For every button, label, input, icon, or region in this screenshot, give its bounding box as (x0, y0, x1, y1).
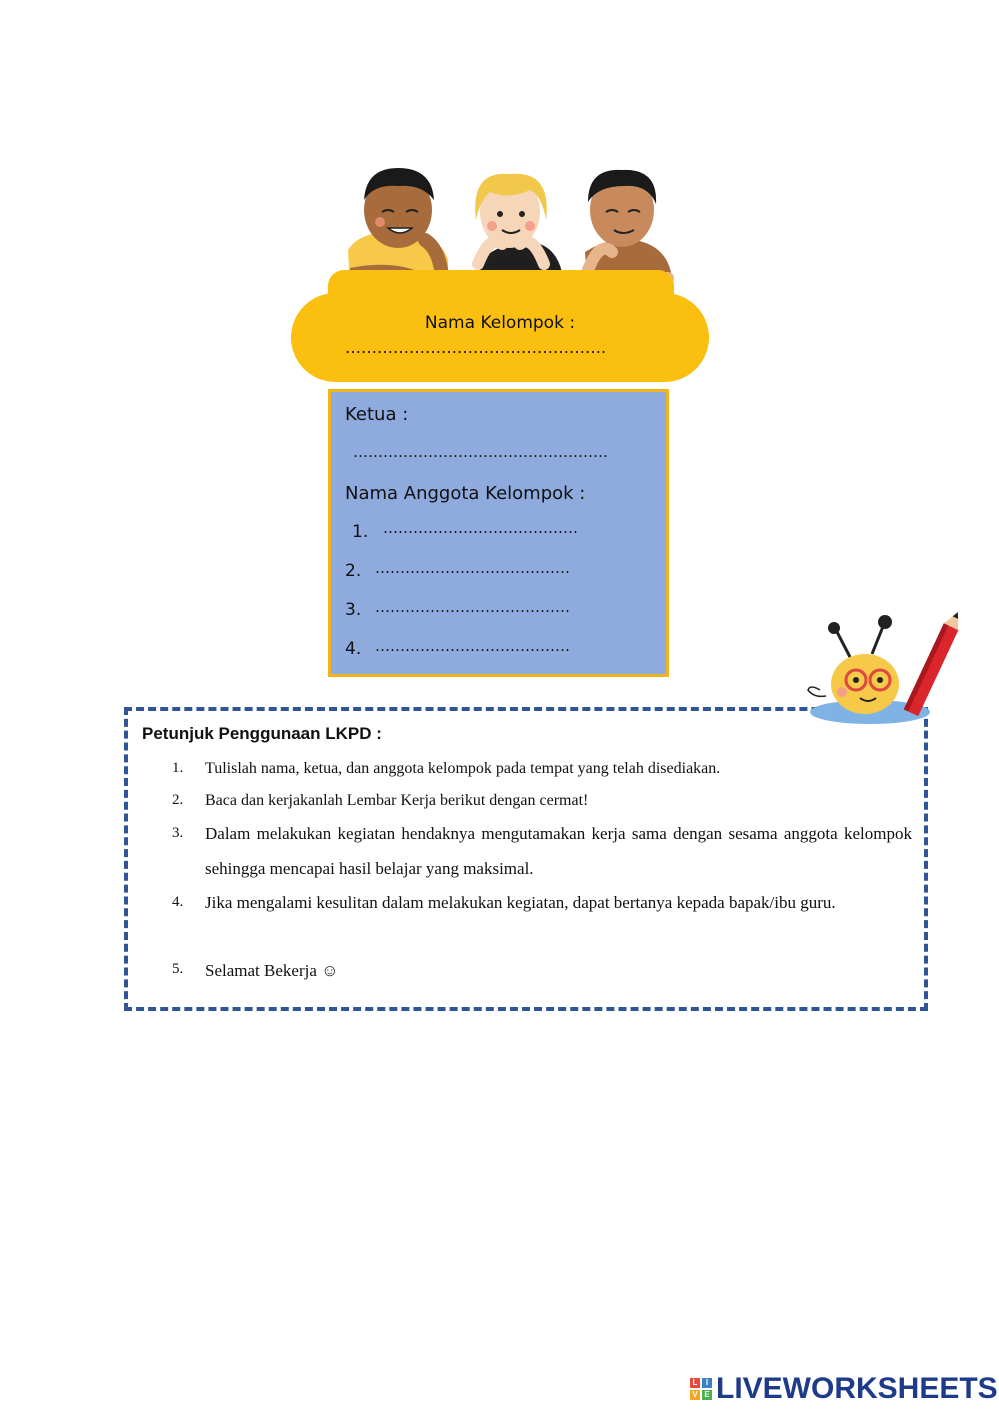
member-field[interactable]: ………………………………… (375, 598, 570, 616)
step-number: 1. (172, 760, 184, 776)
logo-text: LIVEWORKSHEETS (716, 1372, 998, 1405)
instructions-box (124, 707, 928, 1011)
member-field[interactable]: ………………………………… (375, 637, 570, 655)
group-name-label: Nama Kelompok : (424, 313, 576, 333)
bee-with-pencil-icon (800, 612, 960, 727)
liveworksheets-logo (690, 1372, 998, 1406)
instructions-title: Petunjuk Penggunaan LKPD : (142, 724, 382, 743)
step-number: 5. (172, 961, 184, 977)
logo-letter: L (690, 1378, 700, 1388)
leader-label: Ketua : (345, 404, 409, 425)
member-row-num: 3. (345, 600, 362, 620)
leader-field[interactable]: …………………………………………… (353, 443, 608, 461)
group-name-field[interactable]: …………………………………………. (345, 338, 607, 357)
step-number: 2. (172, 792, 184, 808)
member-row-num: 4. (345, 639, 362, 659)
member-row-num: 2. (345, 561, 362, 581)
step-text: Dalam melakukan kegiatan hendaknya mengutamakan kerja sama dengan sesama anggota kelompok sehingga mencapai hasil belajar yang maksimal. (205, 824, 912, 878)
step-number: 3. (172, 825, 184, 841)
member-field[interactable]: ………………………………… (375, 559, 570, 577)
logo-grid-icon (690, 1378, 712, 1400)
logo-letter: E (702, 1390, 712, 1400)
members-label: Nama Anggota Kelompok : (345, 483, 586, 504)
step-text: Selamat Bekerja ☺ (205, 961, 339, 980)
logo-letter: V (690, 1390, 700, 1400)
members-box (328, 389, 669, 677)
member-field[interactable]: ………………………………… (383, 519, 578, 537)
group-name-banner (291, 293, 709, 382)
step-text: Baca dan kerjakanlah Lembar Kerja berikut dengan cermat! (205, 792, 589, 809)
step-number: 4. (172, 894, 184, 910)
step-text: Jika mengalami kesulitan dalam melakukan kegiatan, dapat bertanya kepada bapak/ibu guru. (205, 893, 836, 912)
step-text: Tulislah nama, ketua, dan anggota kelompok pada tempat yang telah disediakan. (205, 760, 721, 777)
member-row-num: 1. (352, 522, 369, 542)
logo-letter: I (702, 1378, 712, 1388)
